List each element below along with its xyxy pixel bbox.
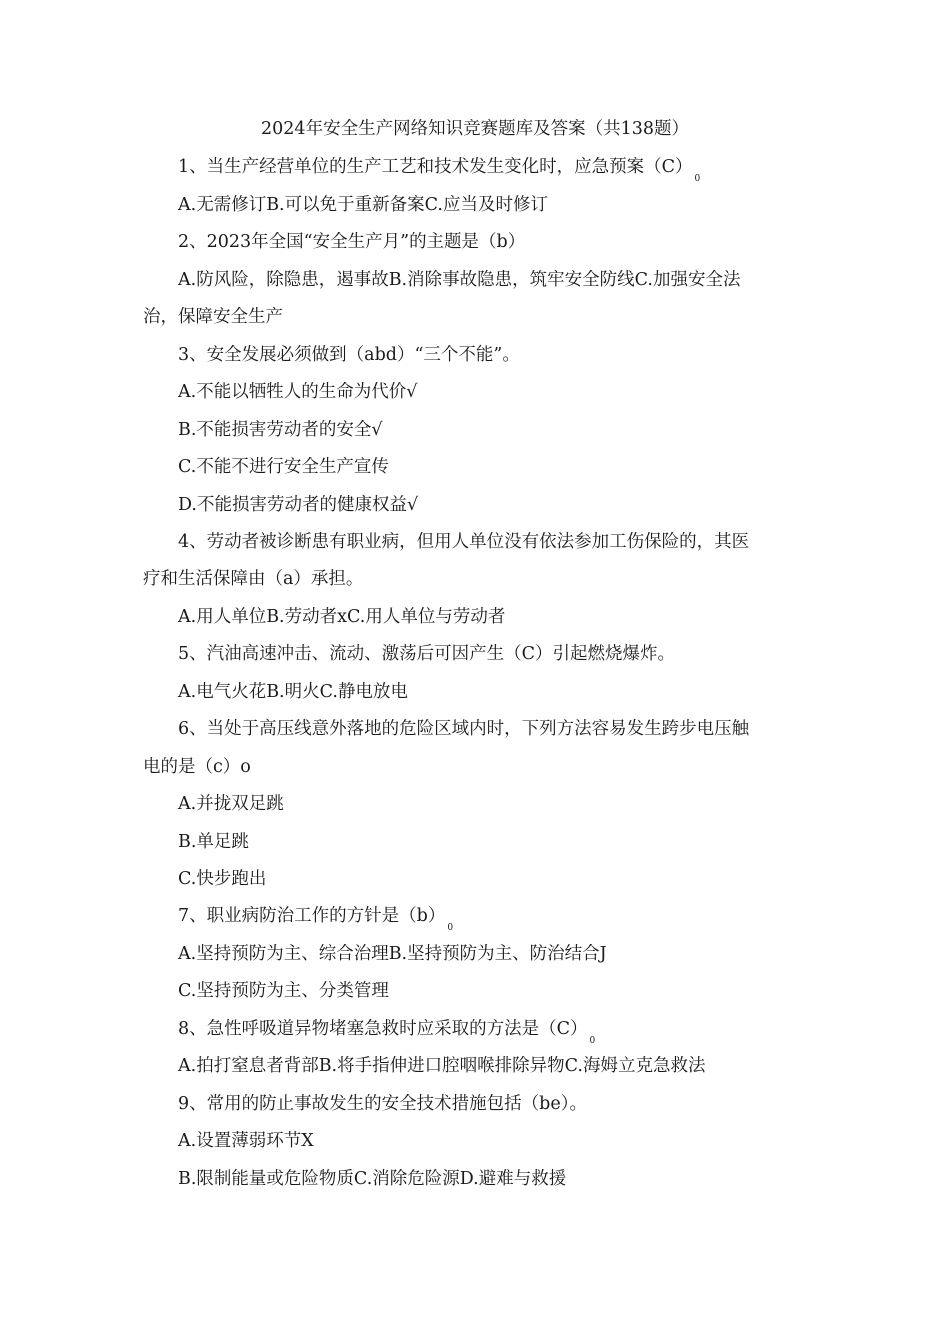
question-text: 8、急性呼吸道异物堵塞急救时应采取的方法是（C） xyxy=(178,1019,588,1039)
period-mark: 0 xyxy=(447,923,454,933)
period-mark: 0 xyxy=(694,174,701,184)
question-6: 6、当处于高压线意外落地的危险区域内时，下列方法容易发生跨步电压触 xyxy=(178,719,750,739)
answer-option-c: C.快步跑出 xyxy=(178,869,267,889)
answer-options: B.限制能量或危险物质C.消除危险源D.避难与救援 xyxy=(178,1169,567,1189)
question-3: 3、安全发展必须做到（abd）“三个不能”。 xyxy=(178,345,520,365)
answer-option-c: C.不能不进行安全生产宣传 xyxy=(178,457,389,477)
answer-option-c: C.坚持预防为主、分类管理 xyxy=(178,981,389,1001)
question-9: 9、常用的防止事故发生的安全技术措施包括（be）。 xyxy=(178,1094,587,1114)
answer-option-a: A.不能以牺牲人的生命为代价√ xyxy=(178,382,418,402)
answer-option-a: A.设置薄弱环节X xyxy=(178,1131,314,1151)
answer-option-b: B.单足跳 xyxy=(178,832,249,852)
answer-options: A.用人单位B.劳动者xC.用人单位与劳动者 xyxy=(178,607,506,627)
answer-options: A.坚持预防为主、综合治理B.坚持预防为主、防治结合J xyxy=(178,944,607,964)
question-text: 1、当生产经营单位的生产工艺和技术发生变化时，应急预案（C） xyxy=(178,157,693,177)
answer-option-b: B.不能损害劳动者的安全√ xyxy=(178,420,383,440)
question-1 xyxy=(178,155,700,191)
answer-option-a: A.并拢双足跳 xyxy=(178,794,284,814)
question-4: 4、劳动者被诊断患有职业病，但用人单位没有依法参加工伤保险的，其医 xyxy=(178,532,750,552)
question-7 xyxy=(178,904,453,940)
question-text: 7、职业病防治工作的方针是（b） xyxy=(178,906,446,926)
answer-options: A.拍打窒息者背部B.将手指伸进口腔咽喉排除异物C.海姆立克急救法 xyxy=(178,1056,706,1076)
question-6-continued: 电的是（c）o xyxy=(143,757,251,777)
question-2: 2、2023年全国“安全生产月”的主题是（b） xyxy=(178,232,526,252)
answer-options-continued: 治，保障安全生产 xyxy=(143,307,283,327)
question-4-continued: 疗和生活保障由（a）承担。 xyxy=(143,569,364,589)
question-8 xyxy=(178,1017,595,1053)
document-title: 2024年安全生产网络知识竞赛题库及答案（共138题） xyxy=(261,119,689,139)
question-5: 5、汽油高速冲击、流动、激荡后可因产生（C）引起燃烧爆炸。 xyxy=(178,644,676,664)
answer-options: A.无需修订B.可以免于重新备案C.应当及时修订 xyxy=(178,195,548,215)
period-mark: 0 xyxy=(589,1036,596,1046)
answer-options: A.防风险，除隐患，遏事故B.消除事故隐患，筑牢安全防线C.加强安全法 xyxy=(178,270,741,290)
answer-option-d: D.不能损害劳动者的健康权益√ xyxy=(178,495,419,515)
answer-options: A.电气火花B.明火C.静电放电 xyxy=(178,682,408,702)
